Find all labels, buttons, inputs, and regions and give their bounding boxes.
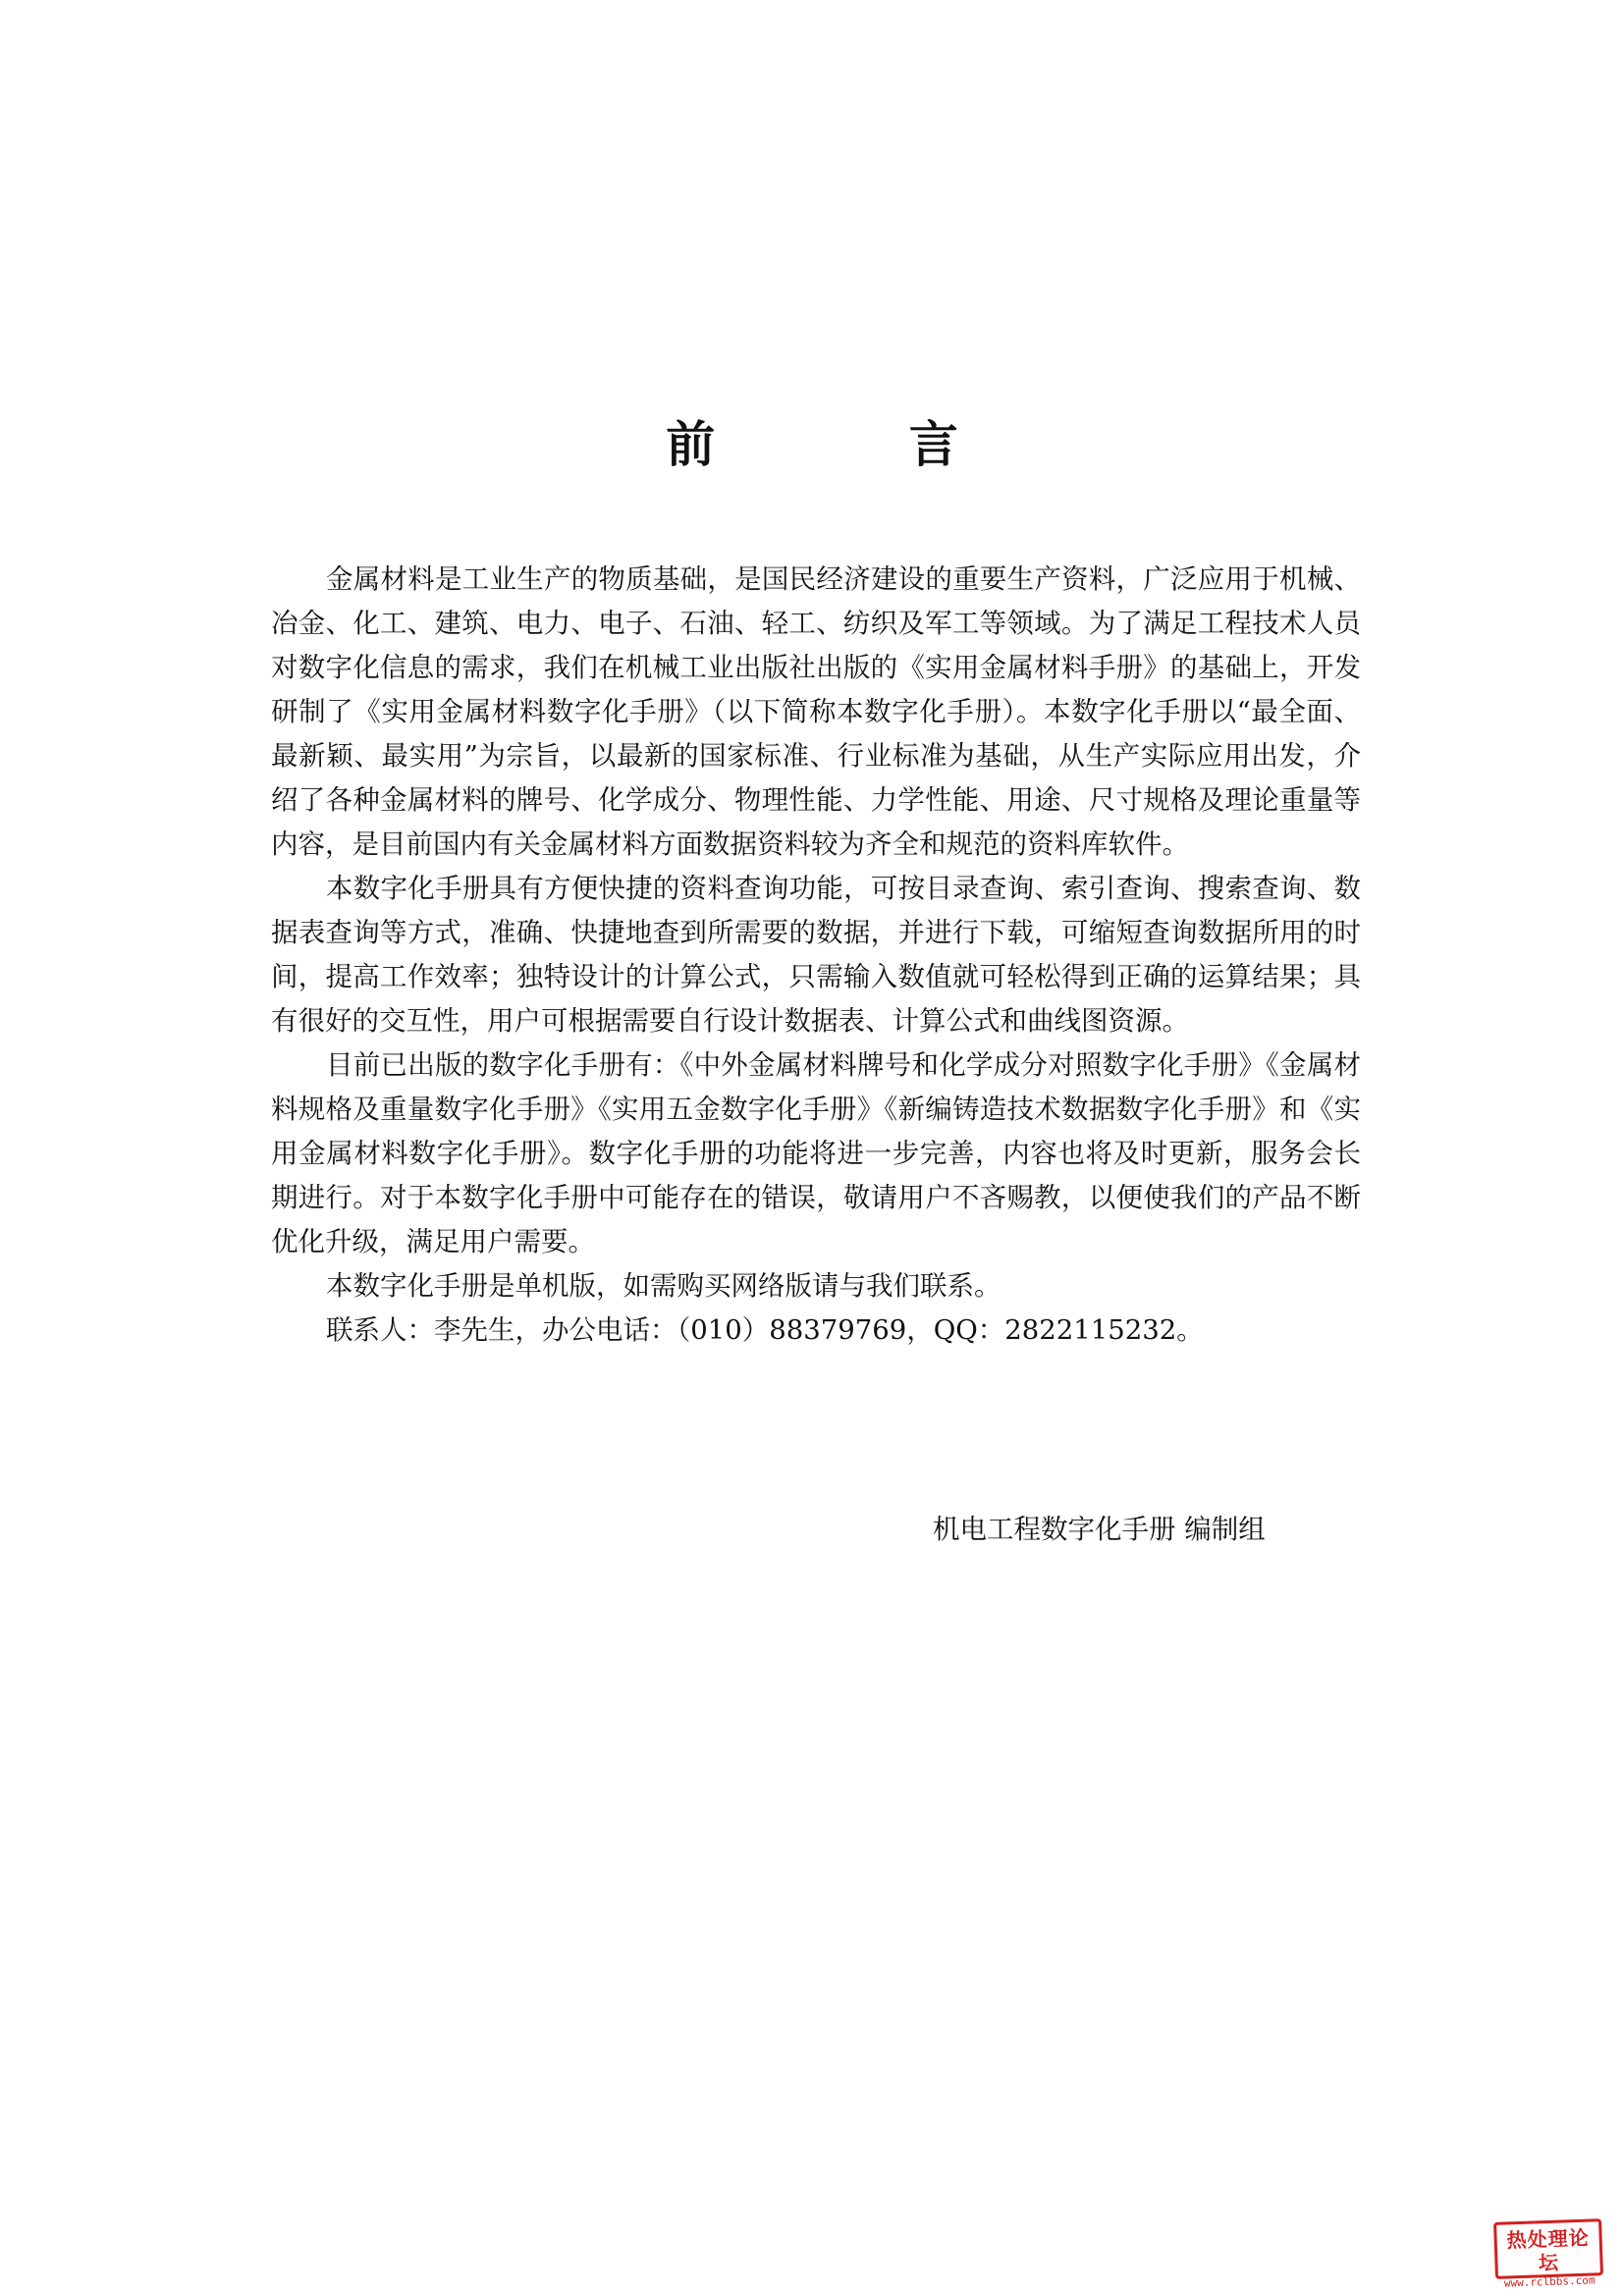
page-title: 前 言 — [666, 416, 1047, 473]
watermark-stamp — [1493, 2218, 1603, 2290]
paragraph-2: 本数字化手册具有方便快捷的资料查询功能，可按目录查询、索引查询、搜索查询、数据表查询等方式，准确、快捷地查到所需要的数据，并进行下载，可缩短查询数据所用的时间，提高工作效率；独特设计的计算公式，只需输入数值就可轻松得到正确的运算结果；具有很好的交互性，用户可根据需要自行设计数据表、计算公式和曲线图资源。 — [271, 873, 1361, 1037]
paragraph-5: 联系人：李先生，办公电话：（010）88379769，QQ：2822115232。 — [326, 1314, 1204, 1346]
paragraph-3: 目前已出版的数字化手册有：《中外金属材料牌号和化学成分对照数字化手册》《金属材料规格及重量数字化手册》《实用五金数字化手册》《新编铸造技术数据数字化手册》和《实用金属材料数字化手册》。数字化手册的功能将进一步完善，内容也将及时更新，服务会长期进行。对于本数字化手册中可能存在的错误，敬请用户不吝赐教，以便使我们的产品不断优化升级，满足用户需要。 — [271, 1049, 1361, 1257]
paragraph-1: 金属材料是工业生产的物质基础，是国民经济建设的重要生产资料，广泛应用于机械、冶金、化工、建筑、电力、电子、石油、轻工、纺织及军工等领域。为了满足工程技术人员对数字化信息的需求，我们在机械工业出版社出版的《实用金属材料手册》的基础上，开发研制了《实用金属材料数字化手册》（以下简称本数字化手册）。本数字化手册以“最全面、最新颖、最实用”为宗旨，以最新的国家标准、行业标准为基础，从生产实际应用出发，介绍了各种金属材料的牌号、化学成分、物理性能、力学性能、用途、尺寸规格及理论重量等内容，是目前国内有关金属材料方面数据资料较为齐全和规范的资料库软件。 — [271, 563, 1361, 860]
signature: 机电工程数字化手册 编制组 — [933, 1514, 1266, 1545]
preface-body — [271, 558, 1361, 1353]
paragraph-4: 本数字化手册是单机版，如需购买网络版请与我们联系。 — [326, 1270, 1001, 1302]
watermark-url: www.rclbbs.com — [1503, 2273, 1596, 2290]
watermark-text: 热处理论坛 — [1506, 2225, 1591, 2275]
